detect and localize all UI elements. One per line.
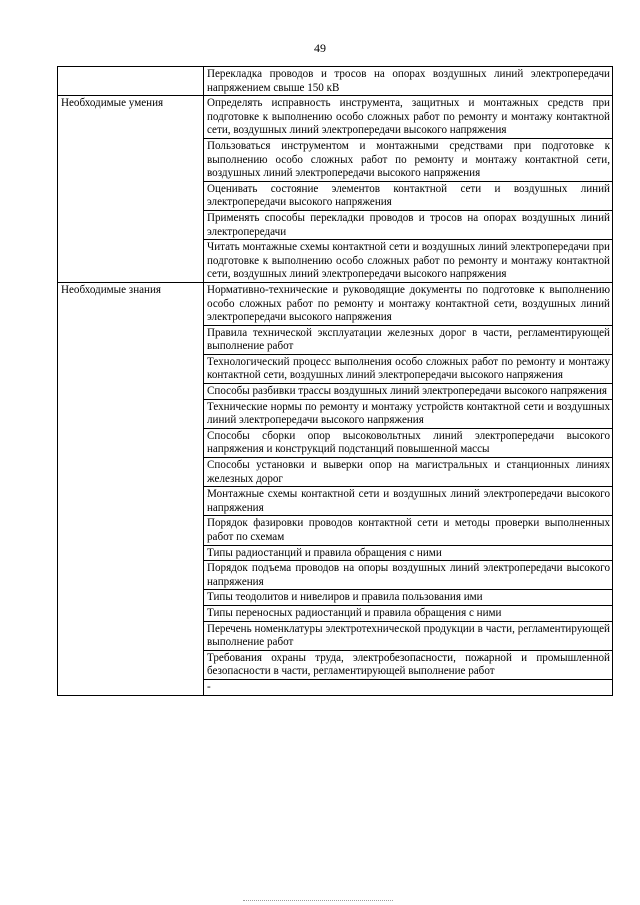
row-requirement-text: Типы переносных радиостанций и правила обращения с ними (204, 605, 613, 621)
row-requirement-text: Оценивать состояние элементов контактной сети и воздушных линий электропередачи высокого напряжения (204, 181, 613, 210)
row-requirement-text: Технические нормы по ремонту и монтажу устройств контактной сети и воздушных линий электропередачи высокого напряжения (204, 399, 613, 428)
qualification-table (57, 66, 613, 696)
row-requirement-text: Перекладка проводов и тросов на опорах воздушных линий электропередачи напряжением свыше 150 кВ (204, 67, 613, 96)
table-row (58, 282, 613, 325)
row-requirement-text: Правила технической эксплуатации железных дорог в части, регламентирующей выполнение работ (204, 325, 613, 354)
page-number: 49 (314, 41, 326, 55)
row-requirement-text: Типы радиостанций и правила обращения с ними (204, 545, 613, 561)
row-requirement-text: Перечень номенклатуры электротехнической продукции в части, регламентирующей выполнение работ (204, 621, 613, 650)
scan-edge-mark (243, 900, 393, 903)
row-requirement-text: Порядок фазировки проводов контактной сети и методы проверки выполненных работ по схемам (204, 516, 613, 545)
row-requirement-text: Типы теодолитов и нивелиров и правила пользования ими (204, 590, 613, 606)
row-category-label: Необходимые знания (58, 282, 204, 695)
row-requirement-text: Требования охраны труда, электробезопасности, пожарной и промышленной безопасности в части, регламентирующей выполнение работ (204, 650, 613, 679)
row-requirement-text: Способы разбивки трассы воздушных линий электропередачи высокого напряжения (204, 384, 613, 400)
row-requirement-text: Способы установки и выверки опор на магистральных и станционных линиях железных дорог (204, 458, 613, 487)
table-row (58, 96, 613, 139)
row-requirement-text: Пользоваться инструментом и монтажными средствами при подготовке к выполнению особо сложных работ по ремонту и монтажу контактной сети, воздушных линий электропередачи высокого напряжения (204, 138, 613, 181)
row-requirement-text: Монтажные схемы контактной сети и воздушных линий электропередачи высокого напряжения (204, 487, 613, 516)
row-requirement-text: Технологический процесс выполнения особо сложных работ по ремонту и монтажу контактной сети, воздушных линий электропередачи высокого напряжения (204, 354, 613, 383)
row-requirement-text: Определять исправность инструмента, защитных и монтажных средств при подготовке к выполнению особо сложных работ по ремонту и монтажу контактной сети, воздушных линий электропередачи высокого напряжения (204, 96, 613, 139)
row-requirement-text: Способы сборки опор высоковольтных линий электропередачи высокого напряжения и конструкций подстанций повышенной массы (204, 428, 613, 457)
row-category-label: Необходимые умения (58, 96, 204, 283)
row-requirement-text: Порядок подъема проводов на опоры воздушных линий электропередачи высокого напряжения (204, 561, 613, 590)
row-requirement-text: Нормативно-технические и руководящие документы по подготовке к выполнению особо сложных работ по ремонту и монтажу контактной сети, воздушных линий электропередачи высокого напряжения (204, 282, 613, 325)
row-category-label (58, 67, 204, 96)
row-requirement-text: - (204, 679, 613, 695)
qualification-table-body (58, 67, 613, 696)
row-requirement-text: Применять способы перекладки проводов и тросов на опорах воздушных линий электропередачи (204, 210, 613, 239)
table-row (58, 67, 613, 96)
row-requirement-text: Читать монтажные схемы контактной сети и воздушных линий электропередачи при подготовке к выполнению особо сложных работ по ремонту и монтажу контактной сети, воздушных линий электропередачи высокого напряжения (204, 240, 613, 283)
